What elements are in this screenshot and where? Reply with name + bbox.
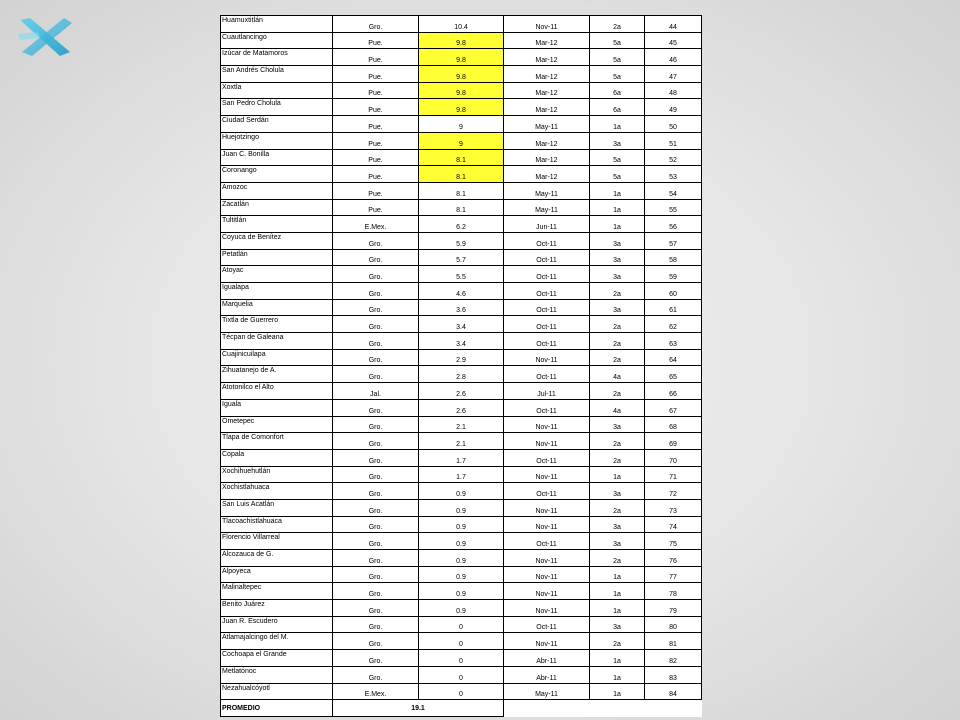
grade-cell: 6a — [590, 82, 645, 99]
grade-cell: 5a — [590, 66, 645, 83]
table-row — [221, 550, 702, 567]
table-row — [221, 182, 702, 199]
rank-cell: 73 — [645, 499, 702, 516]
municipality-cell: Igualapa — [221, 283, 333, 300]
state-cell: Pue. — [333, 132, 419, 149]
table-row — [221, 433, 702, 450]
table-row — [221, 333, 702, 350]
rank-cell: 67 — [645, 399, 702, 416]
rank-cell: 72 — [645, 483, 702, 500]
state-cell: Gro. — [333, 600, 419, 617]
rank-cell: 44 — [645, 16, 702, 33]
municipality-cell: Tlacoachistlahuaca — [221, 516, 333, 533]
rank-cell: 64 — [645, 349, 702, 366]
municipality-cell: Atoyac — [221, 266, 333, 283]
state-cell: Pue. — [333, 199, 419, 216]
date-cell: May-11 — [504, 116, 590, 133]
table-row — [221, 149, 702, 166]
value-cell: 8.1 — [419, 166, 504, 183]
table-row — [221, 483, 702, 500]
table-row — [221, 266, 702, 283]
value-cell: 5.7 — [419, 249, 504, 266]
municipality-cell: San Pedro Cholula — [221, 99, 333, 116]
date-cell: Nov-11 — [504, 499, 590, 516]
municipality-cell: Juan R. Escudero — [221, 616, 333, 633]
value-cell: 9 — [419, 132, 504, 149]
state-cell: E.Mex. — [333, 683, 419, 700]
value-cell: 0 — [419, 616, 504, 633]
date-cell: Oct-11 — [504, 399, 590, 416]
value-cell: 3.4 — [419, 316, 504, 333]
grade-cell: 2a — [590, 333, 645, 350]
date-cell: Mar-12 — [504, 66, 590, 83]
value-cell: 0.9 — [419, 499, 504, 516]
value-cell: 2.6 — [419, 399, 504, 416]
grade-cell: 1a — [590, 116, 645, 133]
rank-cell: 65 — [645, 366, 702, 383]
data-table — [220, 15, 702, 717]
municipality-cell: Cuajinicuilapa — [221, 349, 333, 366]
grade-cell: 6a — [590, 99, 645, 116]
municipality-cell: Xoxtla — [221, 82, 333, 99]
date-cell: Jun-11 — [504, 216, 590, 233]
table-row — [221, 99, 702, 116]
value-cell: 0 — [419, 666, 504, 683]
grade-cell: 2a — [590, 499, 645, 516]
date-cell: May-11 — [504, 199, 590, 216]
table-row — [221, 383, 702, 400]
rank-cell: 84 — [645, 683, 702, 700]
date-cell: Oct-11 — [504, 483, 590, 500]
state-cell: Gro. — [333, 333, 419, 350]
grade-cell: 2a — [590, 633, 645, 650]
municipality-cell: Malinaltepec — [221, 583, 333, 600]
date-cell: Abr-11 — [504, 650, 590, 667]
state-cell: Gro. — [333, 283, 419, 300]
table-row — [221, 116, 702, 133]
value-cell: 0.9 — [419, 583, 504, 600]
rank-cell: 75 — [645, 533, 702, 550]
state-cell: Gro. — [333, 266, 419, 283]
state-cell: Gro. — [333, 299, 419, 316]
grade-cell: 1a — [590, 600, 645, 617]
value-cell: 0 — [419, 633, 504, 650]
grade-cell: 1a — [590, 216, 645, 233]
date-cell: Mar-12 — [504, 82, 590, 99]
state-cell: Gro. — [333, 416, 419, 433]
state-cell: Gro. — [333, 316, 419, 333]
rank-cell: 61 — [645, 299, 702, 316]
grade-cell: 2a — [590, 283, 645, 300]
table-row — [221, 132, 702, 149]
table-row — [221, 416, 702, 433]
rank-cell: 57 — [645, 232, 702, 249]
state-cell: Gro. — [333, 466, 419, 483]
state-cell: Gro. — [333, 449, 419, 466]
table-row — [221, 566, 702, 583]
table-row — [221, 16, 702, 33]
rank-cell: 58 — [645, 249, 702, 266]
value-cell: 8.1 — [419, 182, 504, 199]
rank-cell: 69 — [645, 433, 702, 450]
rank-cell: 59 — [645, 266, 702, 283]
grade-cell: 1a — [590, 182, 645, 199]
grade-cell: 2a — [590, 449, 645, 466]
date-cell: Oct-11 — [504, 299, 590, 316]
value-cell: 3.4 — [419, 333, 504, 350]
date-cell: Oct-11 — [504, 283, 590, 300]
municipality-cell: Petatlán — [221, 249, 333, 266]
table-row — [221, 32, 702, 49]
state-cell: Gro. — [333, 366, 419, 383]
municipality-cell: Huejotzingo — [221, 132, 333, 149]
table-body — [221, 16, 702, 700]
state-cell: Jal. — [333, 383, 419, 400]
grade-cell: 5a — [590, 32, 645, 49]
municipality-cell: Huamuxtitlán — [221, 16, 333, 33]
municipality-cell: Tlapa de Comonfort — [221, 433, 333, 450]
date-cell: Mar-12 — [504, 32, 590, 49]
state-cell: Gro. — [333, 499, 419, 516]
rank-cell: 51 — [645, 132, 702, 149]
state-cell: Gro. — [333, 433, 419, 450]
table-row — [221, 316, 702, 333]
municipality-cell: Amozoc — [221, 182, 333, 199]
table-row — [221, 683, 702, 700]
table-row — [221, 366, 702, 383]
rank-cell: 62 — [645, 316, 702, 333]
rank-cell: 78 — [645, 583, 702, 600]
grade-cell: 1a — [590, 666, 645, 683]
table-row — [221, 499, 702, 516]
grade-cell: 3a — [590, 132, 645, 149]
grade-cell: 1a — [590, 199, 645, 216]
state-cell: Gro. — [333, 516, 419, 533]
grade-cell: 3a — [590, 483, 645, 500]
value-cell: 4.6 — [419, 283, 504, 300]
date-cell: May-11 — [504, 683, 590, 700]
state-cell: Pue. — [333, 116, 419, 133]
rank-cell: 60 — [645, 283, 702, 300]
rank-cell: 83 — [645, 666, 702, 683]
table-row — [221, 600, 702, 617]
value-cell: 9 — [419, 116, 504, 133]
rank-cell: 70 — [645, 449, 702, 466]
municipality-cell: Tixtla de Guerrero — [221, 316, 333, 333]
grade-cell: 1a — [590, 566, 645, 583]
grade-cell: 2a — [590, 349, 645, 366]
date-cell: Nov-11 — [504, 583, 590, 600]
date-cell: Nov-11 — [504, 566, 590, 583]
value-cell: 2.1 — [419, 433, 504, 450]
municipality-cell: Florencio Villarreal — [221, 533, 333, 550]
table-row — [221, 633, 702, 650]
grade-cell: 2a — [590, 316, 645, 333]
municipality-cell: Metlatónoc — [221, 666, 333, 683]
table-row — [221, 232, 702, 249]
state-cell: Pue. — [333, 49, 419, 66]
table-row — [221, 583, 702, 600]
date-cell: Oct-11 — [504, 449, 590, 466]
rank-cell: 55 — [645, 199, 702, 216]
value-cell: 2.6 — [419, 383, 504, 400]
state-cell: Gro. — [333, 349, 419, 366]
municipality-cell: Iguala — [221, 399, 333, 416]
value-cell: 0 — [419, 683, 504, 700]
table-row — [221, 66, 702, 83]
grade-cell: 1a — [590, 650, 645, 667]
municipality-cell: Xochistlahuaca — [221, 483, 333, 500]
value-cell: 0.9 — [419, 600, 504, 617]
state-cell: Gro. — [333, 550, 419, 567]
rank-cell: 71 — [645, 466, 702, 483]
state-cell: E.Mex. — [333, 216, 419, 233]
state-cell: Gro. — [333, 232, 419, 249]
date-cell: Mar-12 — [504, 149, 590, 166]
rank-cell: 76 — [645, 550, 702, 567]
table-row — [221, 349, 702, 366]
rank-cell: 49 — [645, 99, 702, 116]
municipality-cell: San Luis Acatlán — [221, 499, 333, 516]
value-cell: 9.8 — [419, 99, 504, 116]
grade-cell: 3a — [590, 232, 645, 249]
grade-cell: 3a — [590, 266, 645, 283]
state-cell: Pue. — [333, 32, 419, 49]
grade-cell: 2a — [590, 16, 645, 33]
rank-cell: 52 — [645, 149, 702, 166]
rank-cell: 47 — [645, 66, 702, 83]
state-cell: Gro. — [333, 566, 419, 583]
rank-cell: 46 — [645, 49, 702, 66]
grade-cell: 1a — [590, 583, 645, 600]
value-cell: 9.8 — [419, 66, 504, 83]
grade-cell: 5a — [590, 166, 645, 183]
state-cell: Pue. — [333, 66, 419, 83]
state-cell: Gro. — [333, 666, 419, 683]
table-row — [221, 49, 702, 66]
table-row — [221, 516, 702, 533]
state-cell: Gro. — [333, 633, 419, 650]
rank-cell: 48 — [645, 82, 702, 99]
table-row — [221, 299, 702, 316]
date-cell: Nov-11 — [504, 550, 590, 567]
grade-cell: 2a — [590, 383, 645, 400]
table-row — [221, 166, 702, 183]
municipality-cell: Izúcar de Matamoros — [221, 49, 333, 66]
value-cell: 5.5 — [419, 266, 504, 283]
state-cell: Gro. — [333, 533, 419, 550]
state-cell: Gro. — [333, 399, 419, 416]
grade-cell: 3a — [590, 249, 645, 266]
rank-cell: 79 — [645, 600, 702, 617]
grade-cell: 3a — [590, 533, 645, 550]
table-row — [221, 283, 702, 300]
state-cell: Pue. — [333, 149, 419, 166]
date-cell: Nov-11 — [504, 416, 590, 433]
grade-cell: 3a — [590, 516, 645, 533]
state-cell: Gro. — [333, 616, 419, 633]
state-cell: Gro. — [333, 483, 419, 500]
value-cell: 3.6 — [419, 299, 504, 316]
municipality-cell: Marquelia — [221, 299, 333, 316]
grade-cell: 4a — [590, 399, 645, 416]
municipality-cell: Cochoapa el Grande — [221, 650, 333, 667]
municipality-cell: Juan C. Bonilla — [221, 149, 333, 166]
rank-cell: 56 — [645, 216, 702, 233]
table-row — [221, 449, 702, 466]
table-row — [221, 82, 702, 99]
state-cell: Gro. — [333, 249, 419, 266]
date-cell: Oct-11 — [504, 232, 590, 249]
municipality-cell: Ometepec — [221, 416, 333, 433]
date-cell: Oct-11 — [504, 366, 590, 383]
value-cell: 2.8 — [419, 366, 504, 383]
value-cell: 0.9 — [419, 516, 504, 533]
municipality-cell: Coronango — [221, 166, 333, 183]
value-cell: 5.9 — [419, 232, 504, 249]
date-cell: Oct-11 — [504, 333, 590, 350]
date-cell: Mar-12 — [504, 99, 590, 116]
date-cell: Nov-11 — [504, 433, 590, 450]
average-row — [221, 700, 702, 717]
rank-cell: 63 — [645, 333, 702, 350]
average-empty — [504, 700, 702, 717]
date-cell: Nov-11 — [504, 516, 590, 533]
value-cell: 0 — [419, 650, 504, 667]
value-cell: 9.8 — [419, 49, 504, 66]
grade-cell: 4a — [590, 366, 645, 383]
value-cell: 2.1 — [419, 416, 504, 433]
rank-cell: 81 — [645, 633, 702, 650]
date-cell: Nov-11 — [504, 600, 590, 617]
municipality-cell: San Andrés Cholula — [221, 66, 333, 83]
table-row — [221, 466, 702, 483]
value-cell: 8.1 — [419, 199, 504, 216]
date-cell: Oct-11 — [504, 249, 590, 266]
x-mark-icon — [14, 14, 76, 60]
table-row — [221, 216, 702, 233]
table-row — [221, 650, 702, 667]
date-cell: Abr-11 — [504, 666, 590, 683]
rank-cell: 82 — [645, 650, 702, 667]
municipality-cell: Xochihuehutlán — [221, 466, 333, 483]
date-cell: Jul-11 — [504, 383, 590, 400]
municipality-cell: Coyuca de Benítez — [221, 232, 333, 249]
municipality-cell: Alcozauca de G. — [221, 550, 333, 567]
date-cell: Nov-11 — [504, 466, 590, 483]
municipality-cell: Alpoyeca — [221, 566, 333, 583]
average-value: 19.1 — [333, 700, 504, 717]
municipality-cell: Atlamajalcingo del M. — [221, 633, 333, 650]
rank-cell: 80 — [645, 616, 702, 633]
value-cell: 1.7 — [419, 466, 504, 483]
rank-cell: 66 — [645, 383, 702, 400]
value-cell: 9.8 — [419, 32, 504, 49]
average-label: PROMEDIO — [221, 700, 333, 717]
date-cell: Nov-11 — [504, 16, 590, 33]
rank-cell: 54 — [645, 182, 702, 199]
state-cell: Pue. — [333, 166, 419, 183]
date-cell: Mar-12 — [504, 166, 590, 183]
date-cell: Oct-11 — [504, 316, 590, 333]
state-cell: Gro. — [333, 650, 419, 667]
table-row — [221, 399, 702, 416]
rank-cell: 68 — [645, 416, 702, 433]
table-row — [221, 249, 702, 266]
table-row — [221, 616, 702, 633]
grade-cell: 1a — [590, 466, 645, 483]
municipality-cell: Ciudad Serdán — [221, 116, 333, 133]
value-cell: 0.9 — [419, 566, 504, 583]
grade-cell: 2a — [590, 433, 645, 450]
municipality-cell: Nezahualcóyotl — [221, 683, 333, 700]
state-cell: Pue. — [333, 182, 419, 199]
state-cell: Pue. — [333, 82, 419, 99]
value-cell: 8.1 — [419, 149, 504, 166]
rank-cell: 74 — [645, 516, 702, 533]
value-cell: 9.8 — [419, 82, 504, 99]
table-row — [221, 666, 702, 683]
value-cell: 2.9 — [419, 349, 504, 366]
date-cell: Oct-11 — [504, 266, 590, 283]
grade-cell: 5a — [590, 49, 645, 66]
grade-cell: 3a — [590, 616, 645, 633]
municipality-cell: Zihuatanejo de A. — [221, 366, 333, 383]
value-cell: 1.7 — [419, 449, 504, 466]
value-cell: 0.9 — [419, 483, 504, 500]
municipality-cell: Zacatlán — [221, 199, 333, 216]
rank-cell: 45 — [645, 32, 702, 49]
rank-cell: 50 — [645, 116, 702, 133]
municipality-cell: Benito Juárez — [221, 600, 333, 617]
grade-cell: 3a — [590, 299, 645, 316]
municipality-cell: Atotonilco el Alto — [221, 383, 333, 400]
municipality-cell: Tultitlán — [221, 216, 333, 233]
table-row — [221, 533, 702, 550]
state-cell: Gro. — [333, 16, 419, 33]
state-cell: Pue. — [333, 99, 419, 116]
grade-cell: 3a — [590, 416, 645, 433]
date-cell: Nov-11 — [504, 633, 590, 650]
value-cell: 0.9 — [419, 550, 504, 567]
municipality-cell: Copala — [221, 449, 333, 466]
date-cell: May-11 — [504, 182, 590, 199]
date-cell: Mar-12 — [504, 132, 590, 149]
value-cell: 0.9 — [419, 533, 504, 550]
table-row — [221, 199, 702, 216]
municipality-cell: Cuautlancingo — [221, 32, 333, 49]
state-cell: Gro. — [333, 583, 419, 600]
grade-cell: 2a — [590, 550, 645, 567]
date-cell: Oct-11 — [504, 533, 590, 550]
date-cell: Mar-12 — [504, 49, 590, 66]
grade-cell: 1a — [590, 683, 645, 700]
rank-cell: 77 — [645, 566, 702, 583]
grade-cell: 5a — [590, 149, 645, 166]
value-cell: 6.2 — [419, 216, 504, 233]
rank-cell: 53 — [645, 166, 702, 183]
date-cell: Oct-11 — [504, 616, 590, 633]
date-cell: Nov-11 — [504, 349, 590, 366]
value-cell: 10.4 — [419, 16, 504, 33]
municipality-cell: Técpan de Galeana — [221, 333, 333, 350]
